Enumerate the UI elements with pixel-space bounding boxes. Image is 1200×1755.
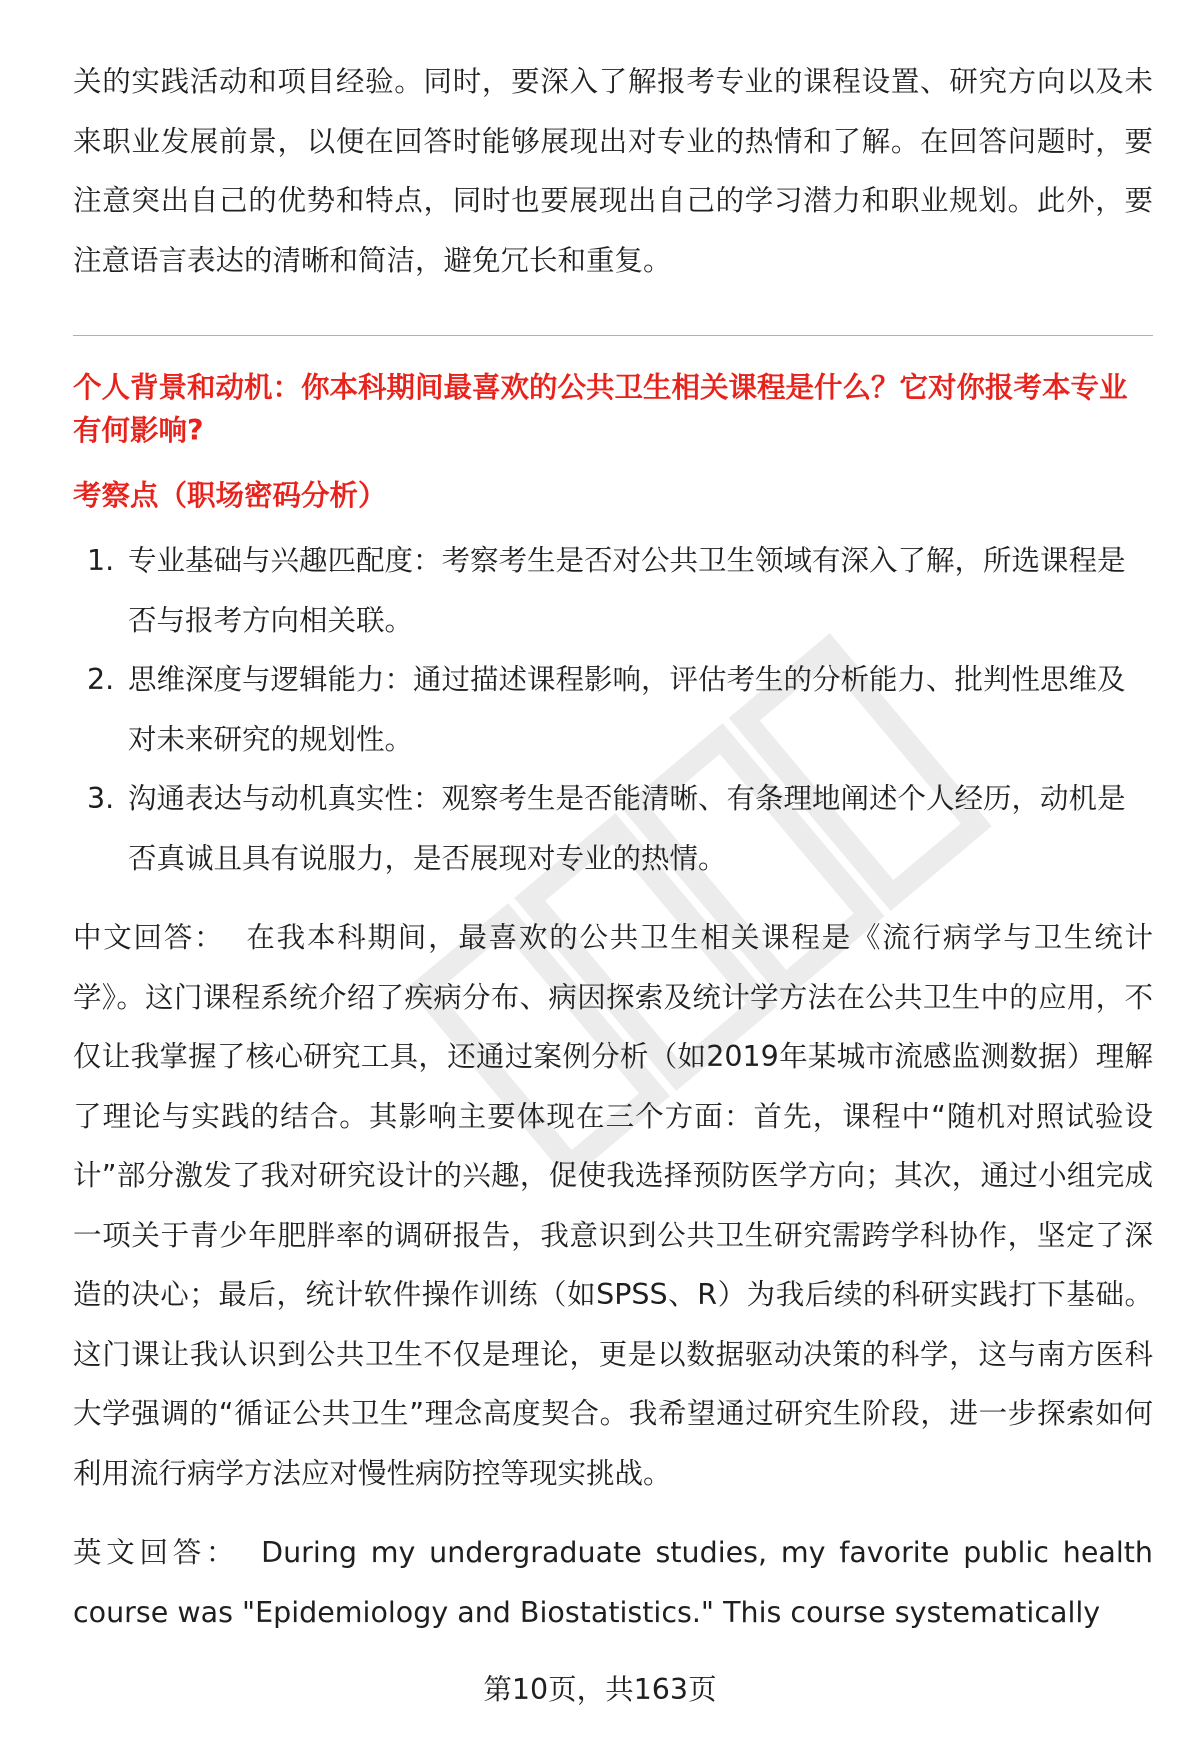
english-answer-label: 英文回答： [73, 1536, 240, 1569]
list-number: 1. [87, 544, 115, 577]
section-divider [73, 335, 1153, 336]
list-item [73, 769, 1153, 888]
question-heading: 个人背景和动机：你本科期间最喜欢的公共卫生相关课程是什么？它对你报考本专业有何影响? [73, 371, 1128, 447]
chinese-answer [73, 908, 1153, 1503]
chinese-answer-text: 在我本科期间，最喜欢的公共卫生相关课程是《流行病学与卫生统计学》。这门课程系统介绍了疾病分布、病因探索及统计学方法在公共卫生中的应用，不仅让我掌握了核心研究工具，还通过案例分析（如2019年某城市流感监测数据）理解了理论与实践的结合。其影响主要体现在三个方面：首先，课程中“随机对照试验设计”部分激发了我对研究设计的兴趣，促使我选择预防医学方向；其次，通过小组完成一项关于青少年肥胖率的调研报告，我意识到公共卫生研究需跨学科协作，坚定了深造的决心；最后，统计软件操作训练（如SPSS、R）为我后续的科研实践打下基础。这门课让我认识到公共卫生不仅是理论，更是以数据驱动决策的科学，这与南方医科大学强调的“循证公共卫生”理念高度契合。我希望通过研究生阶段，进一步探索如何利用流行病学方法应对慢性病防控等现实挑战。 [73, 921, 1153, 1490]
list-item [73, 650, 1153, 769]
english-answer [73, 1523, 1153, 1642]
list-item [73, 531, 1153, 650]
english-answer-text: During my undergraduate studies, my favorite public health course was "Epidemiology and Biostatistics." This course systematically [73, 1536, 1153, 1629]
list-text: 思维深度与逻辑能力：通过描述课程影响，评估考生的分析能力、批判性思维及对未来研究的规划性。 [128, 663, 1126, 756]
points-title: 考察点（职场密码分析） [73, 479, 387, 512]
chinese-answer-label: 中文回答： [73, 921, 225, 954]
list-text: 沟通表达与动机真实性：观察考生是否能清晰、有条理地阐述个人经历，动机是否真诚且具有说服力，是否展现对专业的热情。 [128, 782, 1126, 875]
list-number: 2. [87, 663, 115, 696]
list-text: 专业基础与兴趣匹配度：考察考生是否对公共卫生领域有深入了解，所选课程是否与报考方向相关联。 [128, 544, 1126, 637]
assessment-points-list [73, 531, 1153, 888]
list-number: 3. [87, 782, 115, 815]
document-page [73, 52, 1153, 1642]
page-footer: 第10页，共163页 [483, 1673, 717, 1706]
intro-paragraph: 关的实践活动和项目经验。同时，要深入了解报考专业的课程设置、研究方向以及未来职业发展前景，以便在回答时能够展现出对专业的热情和了解。在回答问题时，要注意突出自己的优势和特点，同时也要展现出自己的学习潜力和职业规划。此外，要注意语言表达的清晰和简洁，避免冗长和重复。 [73, 65, 1153, 277]
